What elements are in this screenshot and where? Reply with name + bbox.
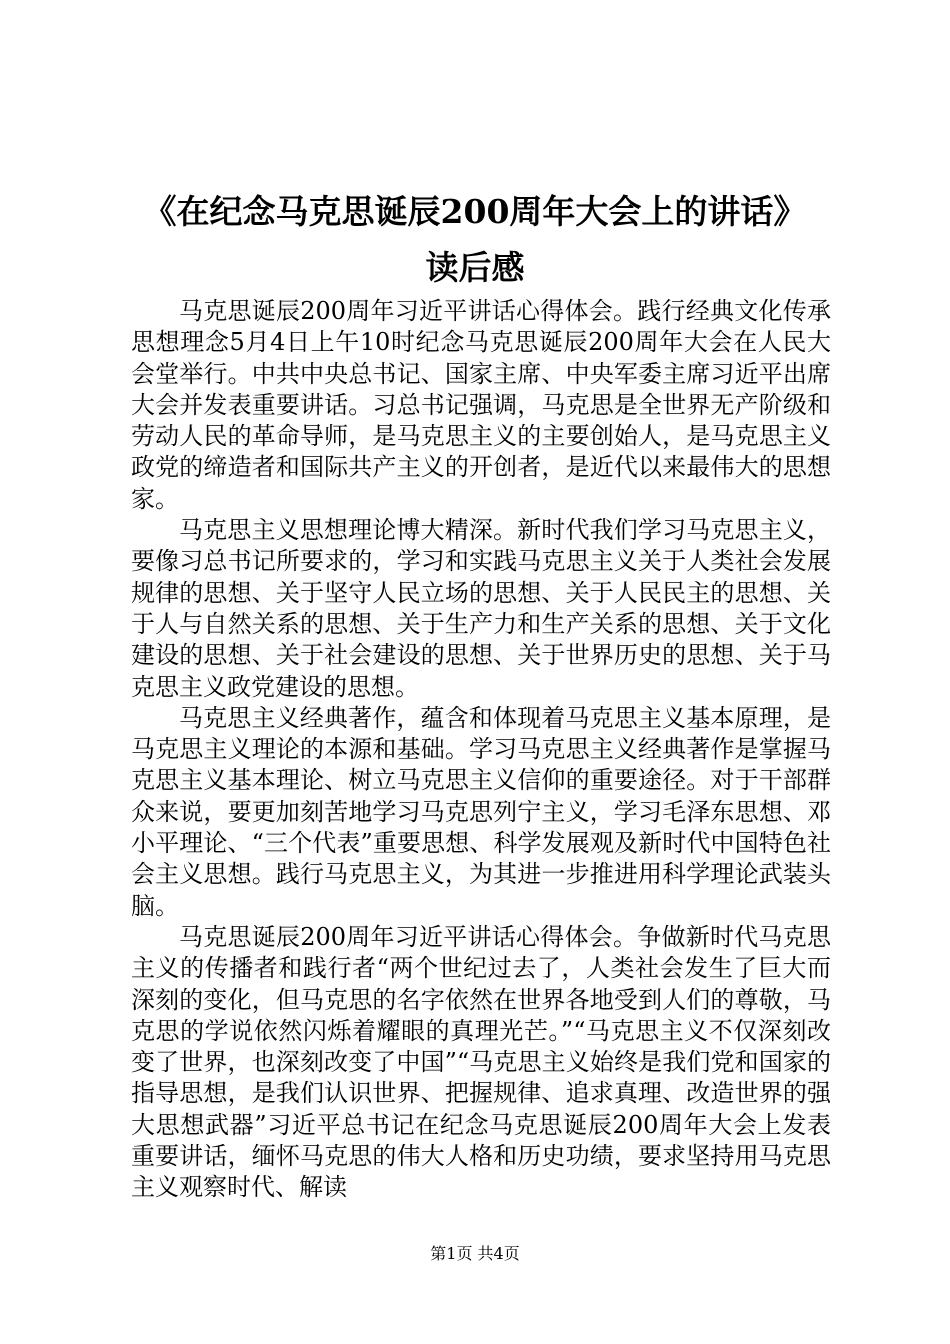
document-title: 《在纪念马克思诞辰200周年大会上的讲话》 [143, 192, 807, 231]
document-body [131, 296, 831, 1204]
paragraph: 马克思主义思想理论博大精深。新时代我们学习马克思主义，要像习总书记所要求的，学习和实践马克思主义关于人类社会发展规律的思想、关于坚守人民立场的思想、关于人民民主的思想、关于人与自然关系的思想、关于生产力和生产关系的思想、关于文化建设的思想、关于社会建设的思想、关于世界历史的思想、关于马克思主义政党建设的思想。 [131, 516, 831, 701]
paragraph: 马克思诞辰200周年习近平讲话心得体会。争做新时代马克思主义的传播者和践行者“两个世纪过去了，人类社会发生了巨大而深刻的变化，但马克思的名字依然在世界各地受到人们的尊敬，马克思的学说依然闪烁着耀眼的真理光芒。”“马克思主义不仅深刻改变了世界，也深刻改变了中国”“马克思主义始终是我们党和国家的指导思想，是我们认识世界、把握规律、追求真理、改造世界的强大思想武器”习近平总书记在纪念马克思诞辰200周年大会上发表重要讲话，缅怀马克思的伟大人格和历史功绩，要求坚持用马克思主义观察时代、解读 [131, 922, 831, 1202]
paragraph: 马克思主义经典著作，蕴含和体现着马克思主义基本原理，是马克思主义理论的本源和基础。学习马克思主义经典著作是掌握马克思主义基本理论、树立马克思主义信仰的重要途径。对于干部群众来说，要更加刻苦地学习马克思列宁主义，学习毛泽东思想、邓小平理论、“三个代表”重要思想、科学发展观及新时代中国特色社会主义思想。践行马克思主义，为其进一步推进用科学理论武装头脑。 [131, 703, 831, 920]
page-number-footer: 第1页 共4页 [430, 1244, 520, 1263]
document-subtitle: 读后感 [425, 248, 525, 287]
paragraph: 马克思诞辰200周年习近平讲话心得体会。践行经典文化传承思想理念5月4日上午10时纪念马克思诞辰200周年大会在人民大会堂举行。中共中央总书记、国家主席、中央军委主席习近平出席大会并发表重要讲话。习总书记强调，马克思是全世界无产阶级和劳动人民的革命导师，是马克思主义的主要创始人，是马克思主义政党的缔造者和国际共产主义的开创者，是近代以来最伟大的思想家。 [131, 297, 831, 513]
